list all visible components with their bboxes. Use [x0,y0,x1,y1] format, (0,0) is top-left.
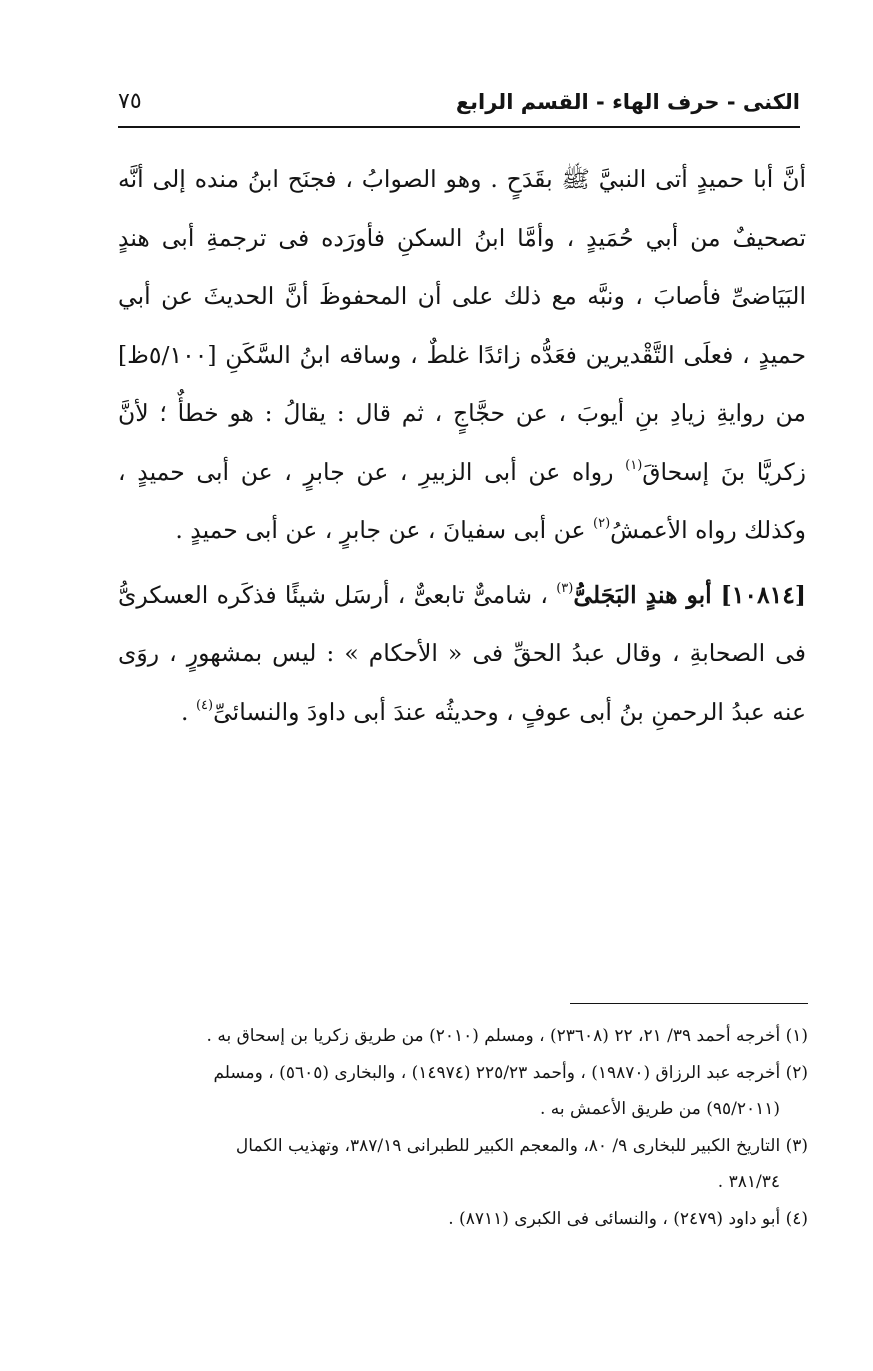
paragraph-text: أنَّ أبا حميدٍ أتى النبيَّ ﷺ بقَدَحٍ . وهو الصوابُ ، فجنَح ابنُ منده إلى أنَّه تصحيفٌ من أبي حُمَيدٍ ، وأمَّا ابنُ السكنِ فأورَده فى ترجمةِ أبى هندٍ البَيَاضىِّ فأصابَ ، ونبَّه مع ذلك على أن المحفوظَ أنَّ الحديثَ عن أبي حميدٍ ، فعلَى التَّقْديرين فعَدُّه زائدًا غلطٌ ، وساقه ابنُ السَّكَنِ [٥/١٠٠ظ] من روايةِ زيادِ بنِ أيوبَ ، عن حجَّاجٍ ، ثم قال : يقالُ : هو خطأٌ ؛ لأنَّ زكريَّا بنَ إسحاقَ [118,165,806,486]
running-title: الكنى - حرف الهاء - القسم الرابع [455,90,800,114]
page-header [118,84,800,124]
footnote-continuation: (٩٥/٢٠١١) من طريق الأعمش به . [540,1099,780,1119]
page-number: ٧٥ [118,89,142,114]
footnote-text: (١) أخرجه أحمد ٣٩/ ٢١، ٢٢ (٢٣٦٠٨) ، ومسلم (٢٠١٠) من طريق زكريا بن إسحاق به . [206,1026,808,1046]
footnote-text: (٤) أبو داود (٢٤٧٩) ، والنسائى فى الكبرى (٨٧١١) . [448,1208,808,1229]
footnote-continuation: ٣٨١/٣٤ . [717,1172,780,1192]
main-text [118,150,806,741]
footnote-2 [125,1055,808,1128]
entry-paragraph [118,566,806,742]
footnote-separator [570,1003,808,1004]
footnote-text: (٣) التاريخ الكبير للبخارى ٩/ ٨٠، والمعجم الكبير للطبرانى ٣٨٧/١٩، وتهذيب الكمال [235,1135,808,1156]
footnotes [125,1018,808,1237]
header-rule [118,126,800,128]
footnote-marker-4: (٤) [195,697,214,713]
footnote-4 [125,1201,808,1238]
paragraph-text: ، شامىٌّ تابعىٌّ ، أرسَل شيئًا فذكَره العسكرىُّ فى الصحابةِ ، وقال عبدُ الحقِّ فى « الأحكام » : ليس بمشهورٍ ، روَى عنه عبدُ الرحمنِ بنُ أبى عوفٍ ، وحديثُه عندَ أبى داودَ والنسائىِّ [118,580,806,726]
footnote-3 [125,1128,808,1201]
footnote-marker-2: (٢) [593,516,611,531]
footnote-marker-3: (٣) [556,580,574,596]
paragraph-continuation [118,150,806,560]
footnote-text: (٢) أخرجه عبد الرزاق (١٩٨٧٠) ، وأحمد ٢٢٥/٢٣ (١٤٩٧٤) ، والبخارى (٥٦٠٥) ، ومسلم [213,1062,808,1083]
entry-heading: [١٠٨١٤] أبو هندٍ البَجَلىُّ [573,580,806,609]
paragraph-text: . [180,697,196,726]
footnote-marker-1: (١) [625,457,643,473]
paragraph-text: رواه عن أبى الزبيرِ ، عن جابرٍ ، عن أبى حميدٍ ، وكذلك رواه الأعمشُ [118,457,806,544]
paragraph-text: عن أبى سفيانَ ، عن جابرٍ ، عن أبى حميدٍ . [175,516,594,544]
footnote-1 [125,1018,808,1055]
